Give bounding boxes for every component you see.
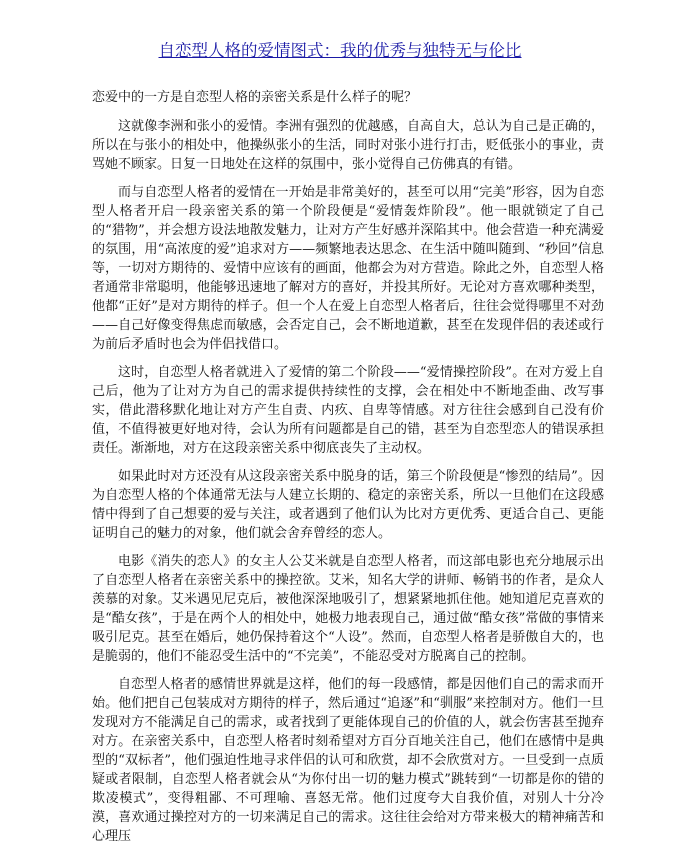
paragraph: 而与自恋型人格者的爱情在一开始是非常美好的，甚至可以用“完美”形容，因为自恋型人格者开启一段亲密关系的第一个阶段便是“爱情轰炸阶段”。他一眼就锁定了自己的“猎物”，并会想方设法地散发魅力，让对方产生好感并深陷其中。他会营造一种充满爱的氛围，用“高浓度的爱”追求对方——频繁地表达思念、在生活中随叫随到、“秒回”信息等，一切对方期待的、爱情中应该有的画面，他都会为对方营造。除此之外，自恋型人格者通常非常聪明，他能够迅速地了解对方的喜好，并投其所好。无论对方喜欢哪种类型，他都“正好”是对方期待的样子。但一个人在爱上自恋型人格者后，往往会觉得哪里不对劲——自己好像变得焦虑而敏感，会否定自己，会不断地道歉，甚至在发现伴侣的表述或行为前后矛盾时也会为伴侣找借口。 (92, 185, 604, 352)
paragraph: 自恋型人格者的感情世界就是这样，他们的每一段感情，都是因他们自己的需求而开始。他们把自己包装成对方期待的样子，然后通过“追逐”和“驯服”来控制对方。他们一旦发现对方不能满足自己的需求，或者找到了更能体现自己的价值的人，就会伤害甚至抛弃对方。在亲密关系中，自恋型人格者时刻希望对方百分百地关注自己，他们在感情中是典型的“双标者”，他们强迫性地寻求伴侣的认可和欣赏，却不会欣赏对方。一旦受到一点质疑或者限制，自恋型人格者就会从“为你付出一切的魅力模式”跳转到“一切都是你的错的欺凌模式”，变得粗鄙、不可理喻、喜怒无常。他们过度夸大自我价值，对别人十分冷漠，喜欢通过操控对方的一切来满足自己的需求。这往往会给对方带来极大的精神痛苦和心理压 (92, 677, 604, 844)
document-body (92, 88, 604, 855)
paragraph: 如果此时对方还没有从这段亲密关系中脱身的话，第三个阶段便是“惨烈的结局”。因为自恋型人格的个体通常无法与人建立长期的、稳定的亲密关系，所以一旦他们在这段感情中得到了自己想要的爱与关注，或者遇到了他们认为比对方更优秀、更适合自己、更能证明自己的魅力的对象，他们就会舍弃曾经的恋人。 (92, 469, 604, 541)
intro-question: 恋爱中的一方是自恋型人格的亲密关系是什么样子的呢？ (92, 90, 418, 105)
paragraph: 这时，自恋型人格者就进入了爱情的第二个阶段——“爱情操控阶段”。在对方爱上自己后，他为了让对方为自己的需求提供持续性的支撑，会在相处中不断地歪曲、改写事实，借此潜移默化地让对方产生自责、内疚、自卑等情感。对方往往会感到自己没有价值，不值得被更好地对待，会认为所有问题都是自己的错，甚至为自恋型恋人的错误承担责任。渐渐地，对方在这段亲密关系中彻底丧失了主动权。 (92, 365, 604, 456)
paragraph: 这就像李洲和张小的爱情。李洲有强烈的优越感，自高自大，总认为自己是正确的，所以在与张小的相处中，他操纵张小的生活，同时对张小进行打击，贬低张小的事业，责骂她不顾家。日复一日地处在这样的氛围中，张小觉得自己仿佛真的有错。 (92, 119, 604, 172)
paragraph: 电影《消失的恋人》的女主人公艾米就是自恋型人格者，而这部电影也充分地展示出了自恋型人格者在亲密关系中的操控欲。艾米，知名大学的讲师、畅销书的作者，是众人羡慕的对象。艾米遇见尼克后，被他深深地吸引了，想紧紧地抓住他。她知道尼克喜欢的是“酷女孩”，于是在两个人的相处中，她极力地表现自己，通过做“酷女孩”常做的事情来吸引尼克。甚至在婚后，她仍保持着这个“人设”。然而，自恋型人格者是骄傲自大的，也是脆弱的，他们不能忍受生活中的“不完美”，不能忍受对方脱离自己的控制。 (92, 554, 604, 664)
document-title[interactable]: 自恋型人格的爱情图式：我的优秀与独特无与伦比 (158, 41, 522, 60)
